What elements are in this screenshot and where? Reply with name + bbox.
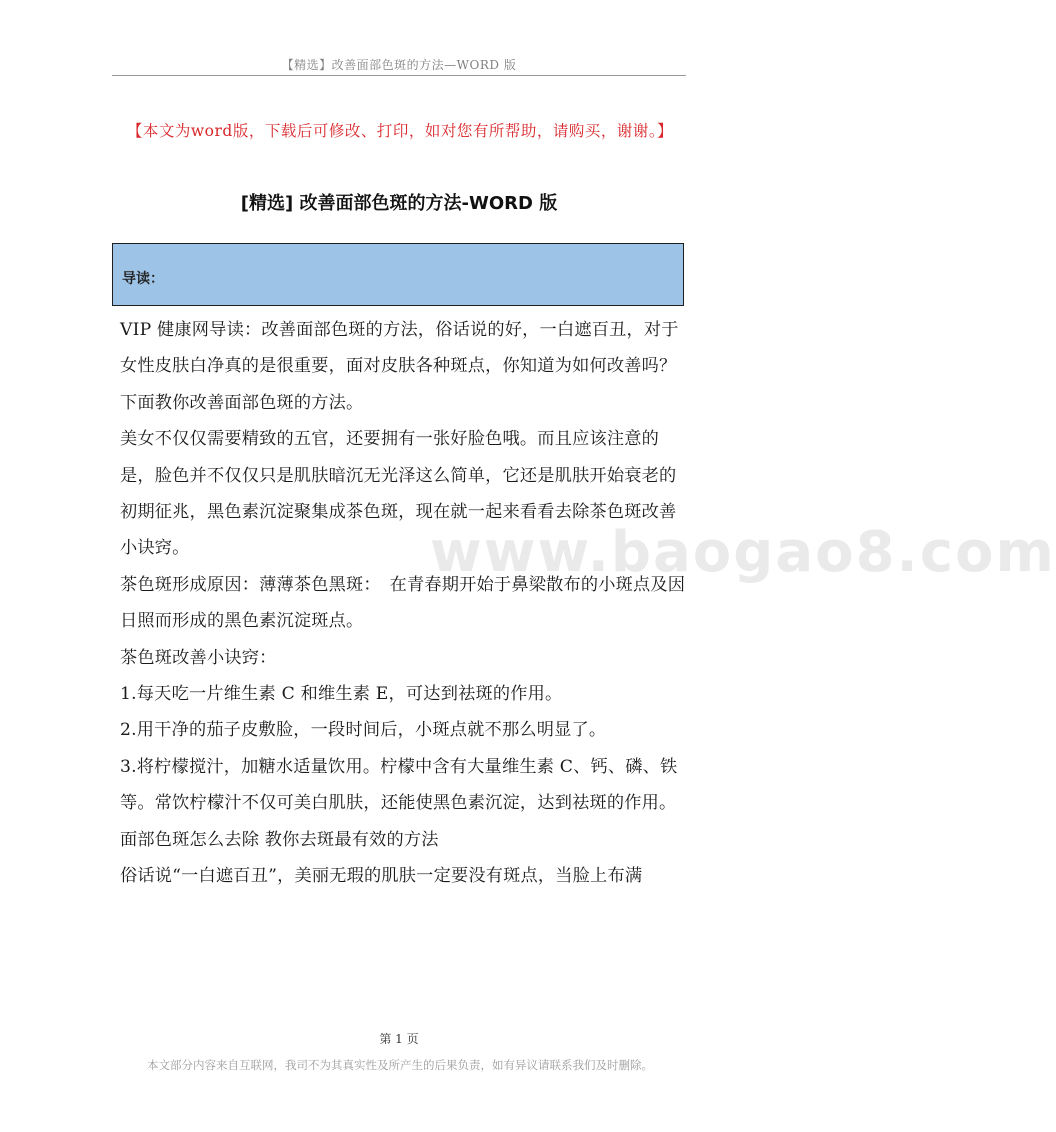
paragraph-section-heading: 面部色斑怎么去除 教你去斑最有效的方法 [120, 829, 439, 850]
document-body [120, 312, 686, 895]
footer-disclaimer: 本文部分内容来自互联网，我司不为其真实性及所产生的后果负责，如有异议请联系我们及时删除。 [147, 1058, 653, 1072]
lead-box [112, 243, 684, 306]
document-title: [精选] 改善面部色斑的方法-WORD 版 [240, 193, 558, 214]
paragraph-tip-1: 1.每天吃一片维生素 C 和维生素 E，可达到祛斑的作用。 [120, 684, 563, 705]
paragraph-tip-3: 3.将柠檬搅汁，加糖水适量饮用。柠檬中含有大量维生素 C、钙、磷、铁等。常饮柠檬汁不仅可美白肌肤，还能使黑色素沉淀，达到祛斑的作用。 [120, 756, 678, 814]
lead-label: 导读： [122, 271, 164, 287]
paragraph-proverb: 俗话说“一白遮百丑”，美丽无瑕的肌肤一定要没有斑点，当脸上布满 [120, 866, 643, 887]
paragraph-cause: 茶色斑形成原因：薄薄茶色黑斑： 在青春期开始于鼻梁散布的小斑点及因日照而形成的黑色素沉淀斑点。 [120, 574, 686, 632]
watermark: www.baogao8.com [430, 520, 1056, 585]
header-divider [112, 75, 686, 76]
purchase-notice: 【本文为word版，下载后可修改、打印，如对您有所帮助，请购买，谢谢。】 [126, 122, 674, 140]
running-header: 【精选】改善面部色斑的方法—WORD 版 [281, 58, 517, 72]
paragraph-tips-heading: 茶色斑改善小诀窍： [120, 647, 277, 668]
paragraph-intro: VIP 健康网导读：改善面部色斑的方法，俗话说的好，一白遮百丑，对于女性皮肤白净真的是很重要，面对皮肤各种斑点，你知道为如何改善吗？下面教你改善面部色斑的方法。 [120, 320, 679, 413]
page-number: 第 1 页 [379, 1032, 419, 1046]
paragraph-tip-2: 2.用干净的茄子皮敷脸，一段时间后，小斑点就不那么明显了。 [120, 720, 607, 741]
paragraph-beauty: 美女不仅仅需要精致的五官，还要拥有一张好脸色哦。而且应该注意的是，脸色并不仅仅只是肌肤暗沉无光泽这么简单，它还是肌肤开始衰老的初期征兆，黑色素沉淀聚集成茶色斑，现在就一起来看看去除茶色斑改善小诀窍。 [120, 429, 677, 559]
